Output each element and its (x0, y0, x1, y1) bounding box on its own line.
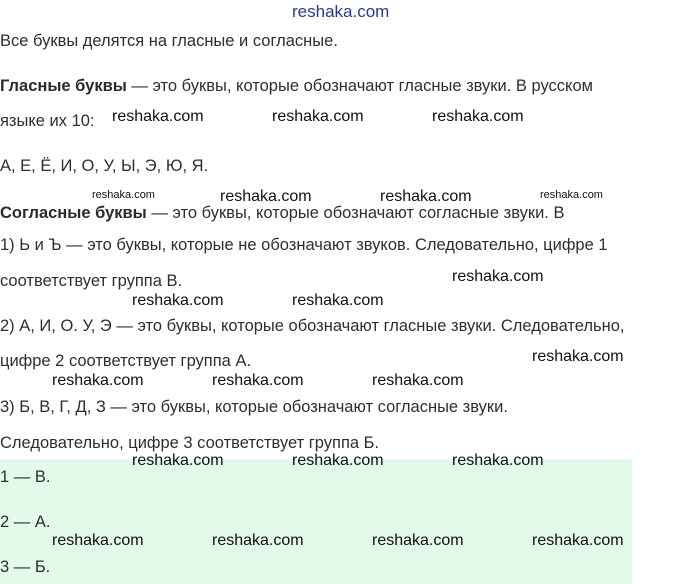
watermark: reshaka.com (132, 292, 224, 309)
point-3-line2: Следовательно, цифре 3 соответствует группа Б. (0, 434, 380, 452)
watermark: reshaka.com (380, 188, 472, 205)
vowels-term: Гласные буквы (0, 77, 127, 95)
watermark: reshaka.com (292, 292, 384, 309)
watermark: reshaka.com (372, 372, 464, 389)
watermark: reshaka.com (432, 108, 524, 125)
watermark: reshaka.com (532, 348, 624, 365)
point-2-line1: 2) А, И, О. У, Э — это буквы, которые обозначают гласные звуки. Следовательно, (0, 317, 625, 335)
watermark: reshaka.com (132, 452, 224, 469)
watermark-small: reshaka.com (540, 189, 603, 201)
watermark: reshaka.com (452, 268, 544, 285)
intro-text: Все буквы делятся на гласные и согласные. (0, 32, 338, 50)
watermark-small: reshaka.com (92, 189, 155, 201)
answer-box (0, 459, 632, 584)
answer-2: 2 — А. (0, 513, 51, 531)
vowels-definition-line1 (0, 75, 593, 97)
vowels-list: А, Е, Ё, И, О, У, Ы, Э, Ю, Я. (0, 157, 209, 175)
watermark: reshaka.com (212, 532, 304, 549)
consonants-term: Согласные буквы (0, 204, 147, 222)
watermark: reshaka.com (292, 452, 384, 469)
watermark: reshaka.com (52, 532, 144, 549)
point-1-line1: 1) Ь и Ъ — это буквы, которые не обозначают звуков. Следовательно, цифре 1 (0, 236, 608, 254)
watermark: reshaka.com (52, 372, 144, 389)
consonants-text: — это буквы, которые обозначают согласные звуки. В (146, 204, 565, 222)
watermark: reshaka.com (532, 532, 624, 549)
watermark: reshaka.com (220, 188, 312, 205)
watermark: reshaka.com (112, 108, 204, 125)
watermark: reshaka.com (212, 372, 304, 389)
vowels-definition-line2: языке их 10: (0, 112, 95, 130)
watermark: reshaka.com (272, 108, 364, 125)
point-3-line1: 3) Б, В, Г, Д, З — это буквы, которые обозначают согласные звуки. (0, 398, 508, 416)
watermark: reshaka.com (372, 532, 464, 549)
answer-1: 1 — В. (0, 468, 51, 486)
site-watermark-top: reshaka.com (292, 2, 390, 21)
point-2-line2: цифре 2 соответствует группа А. (0, 352, 252, 370)
point-1-line2: соответствует группа В. (0, 272, 183, 290)
watermark: reshaka.com (452, 452, 544, 469)
answer-3: 3 — Б. (0, 558, 51, 576)
vowels-text-1: — это буквы, которые обозначают гласные звуки. В русском (126, 77, 593, 95)
